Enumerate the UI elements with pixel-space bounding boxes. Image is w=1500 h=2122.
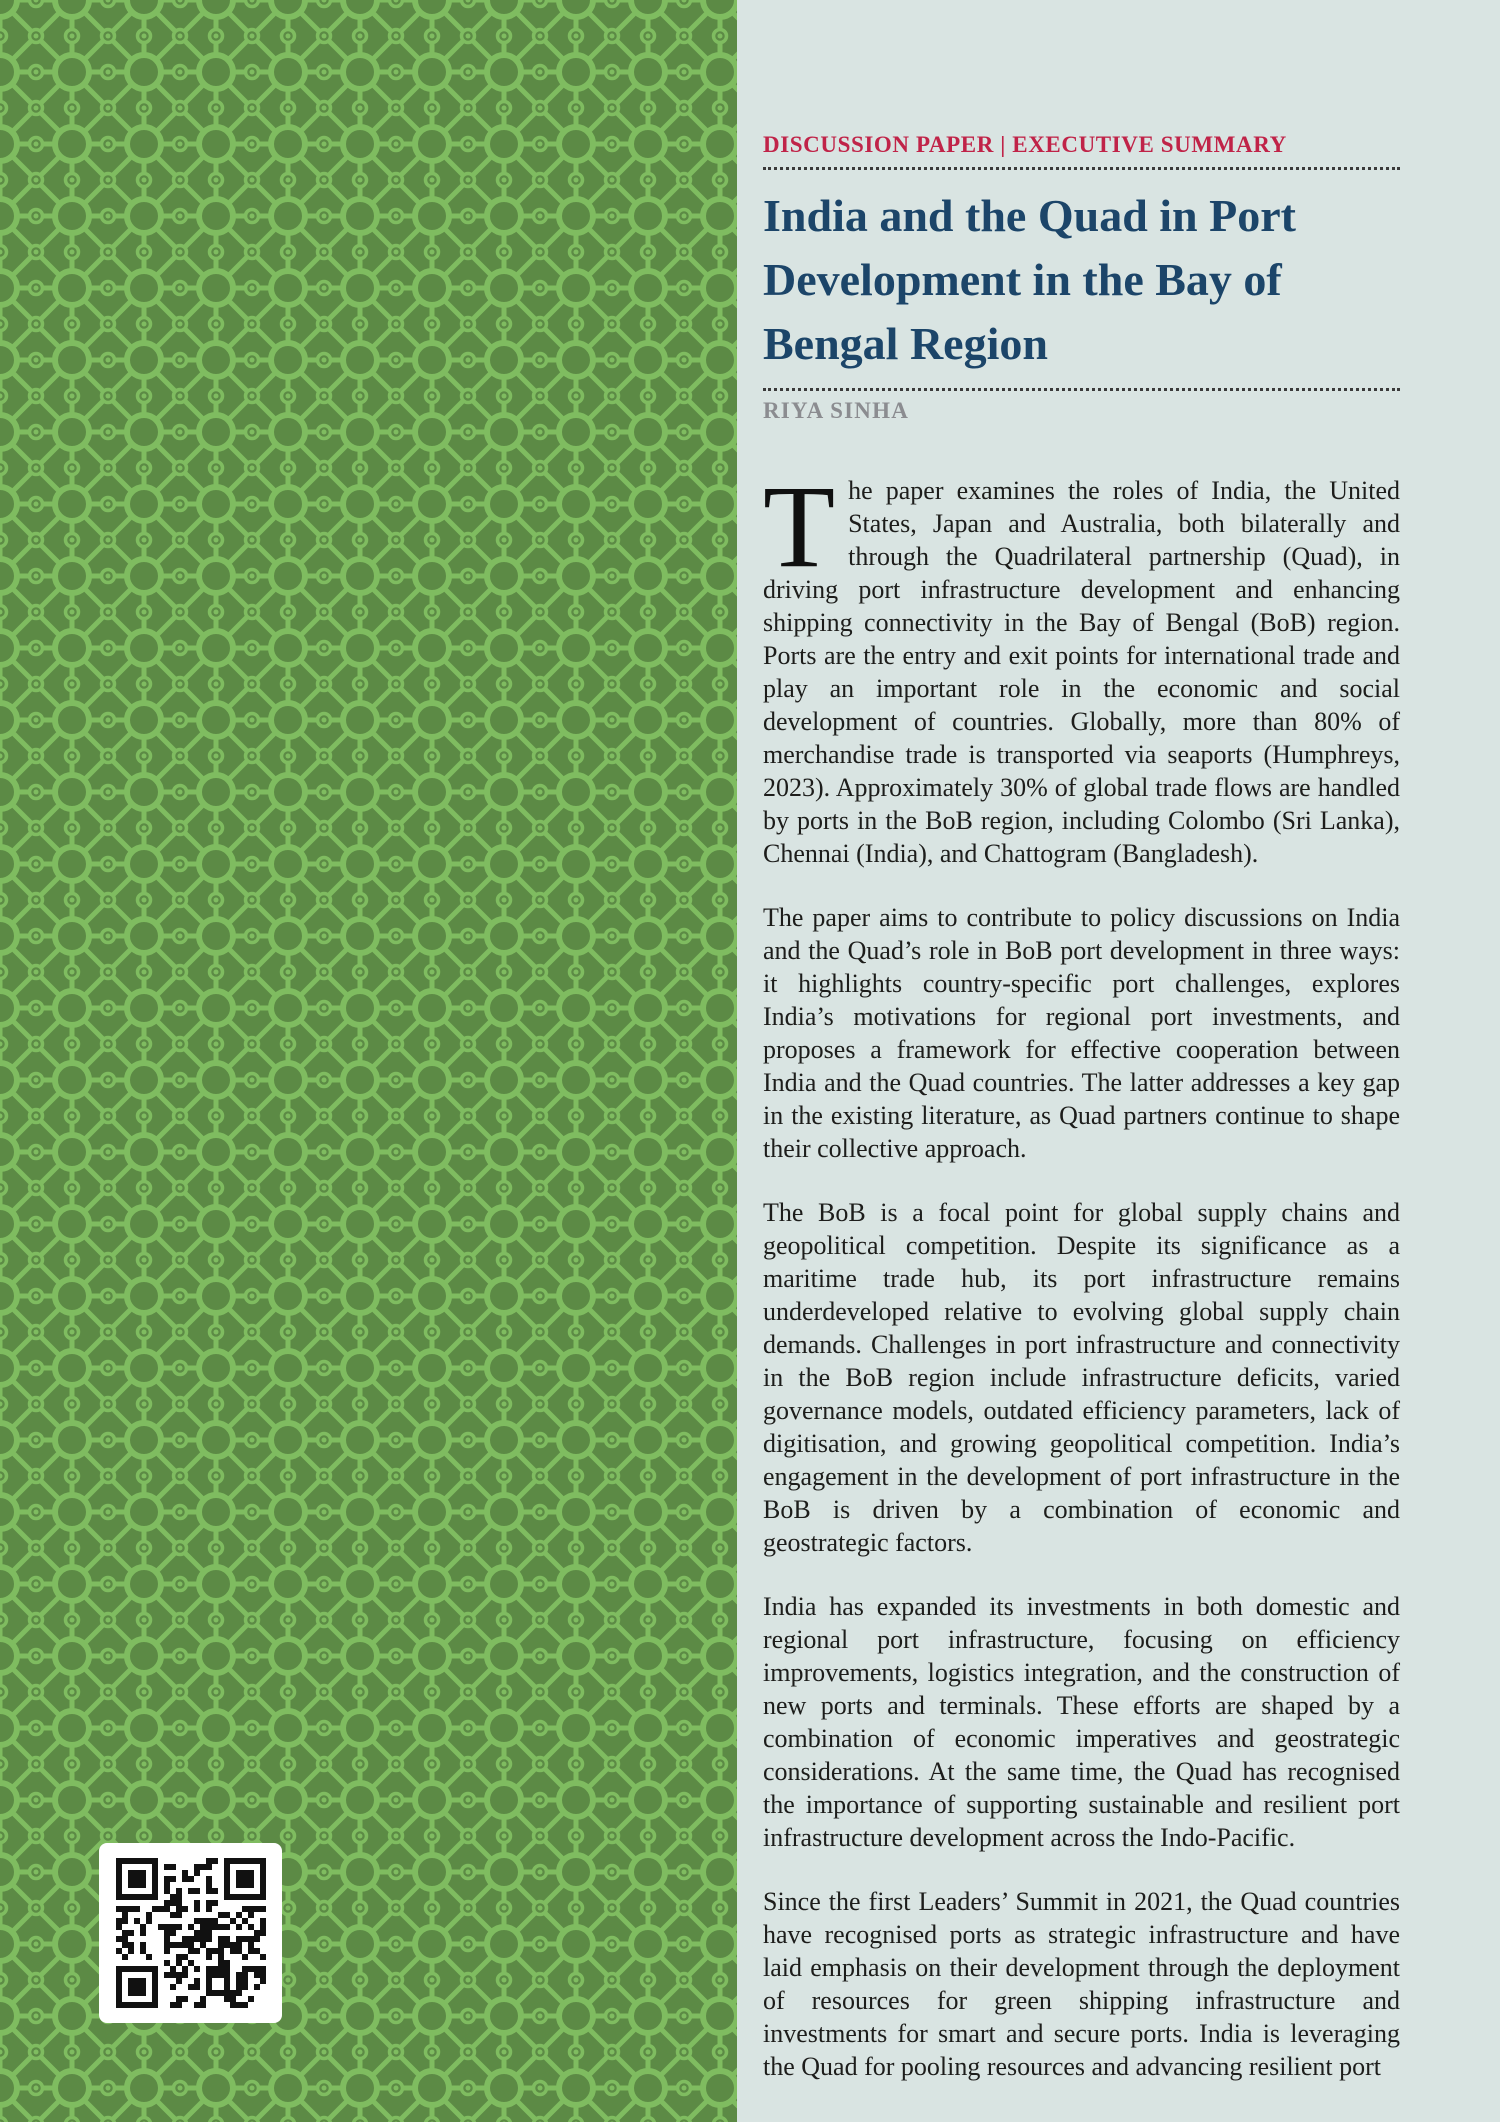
paragraph-5: Since the first Leaders’ Summit in 2021, the Quad countries have recognised ports as strategic infrastructure and have laid emphasis on their development through the deployment of resources for green shipping infrastructure and investments for smart and secure ports. India is leveraging the Quad for pooling resources and advancing resilient port — [763, 1887, 1400, 2081]
document-type-label: DISCUSSION PAPER | EXECUTIVE SUMMARY — [763, 132, 1287, 157]
lattice-pattern — [0, 0, 737, 2122]
dotted-divider-author — [763, 388, 1400, 391]
paragraph-1 — [763, 461, 1400, 870]
content-column — [763, 0, 1400, 2083]
paragraph-3: The BoB is a focal point for global supply chains and geopolitical competition. Despite its significance as a maritime trade hub, its port infrastructure remains underdeveloped relative to evolving global supply chain demands. Challenges in port infrastructure and connectivity in the BoB region include infrastructure deficits, varied governance models, outdated efficiency parameters, lack of digitisation, and growing geopolitical competition. India’s engagement in the development of port infrastructure in the BoB is driven by a combination of economic and geostrategic factors. — [763, 1198, 1400, 1557]
page-title: India and the Quad in Port Development in the Bay of Bengal Region — [763, 190, 1296, 369]
qr-code — [99, 1843, 282, 2023]
dotted-divider-top — [763, 167, 1400, 170]
green-pattern-panel — [0, 0, 737, 2122]
qr-code-image — [116, 1858, 266, 2008]
executive-summary-text — [763, 461, 1400, 2083]
paragraph-1-text: he paper examines the roles of India, the United States, Japan and Australia, both bilaterally and through the Quadrilateral partnership (Quad), in driving port infrastructure development and enhancing shipping connectivity in the Bay of Bengal (BoB) region. Ports are the entry and exit points for international trade and play an important role in the economic and social development of countries. Globally, more than 80% of merchandise trade is transported via seaports (Humphreys, 2023). Approximately 30% of global trade flows are handled by ports in the BoB region, including Colombo (Sri Lanka), Chennai (India), and Chattogram (Bangladesh). — [763, 476, 1400, 868]
paragraph-2: The paper aims to contribute to policy discussions on India and the Quad’s role in BoB port development in three ways: it highlights country-specific port challenges, explores India’s motivations for regional port investments, and proposes a framework for effective cooperation between India and the Quad countries. The latter addresses a key gap in the existing literature, as Quad partners continue to shape their collective approach. — [763, 903, 1400, 1163]
dropcap-letter: T — [763, 461, 836, 592]
paragraph-4: India has expanded its investments in both domestic and regional port infrastructure, focusing on efficiency improvements, logistics integration, and the construction of new ports and terminals. These efforts are shaped by a combination of economic imperatives and geostrategic considerations. At the same time, the Quad has recognised the importance of supporting sustainable and resilient port infrastructure development across the Indo-Pacific. — [763, 1592, 1400, 1852]
author-name: RIYA SINHA — [763, 398, 910, 423]
